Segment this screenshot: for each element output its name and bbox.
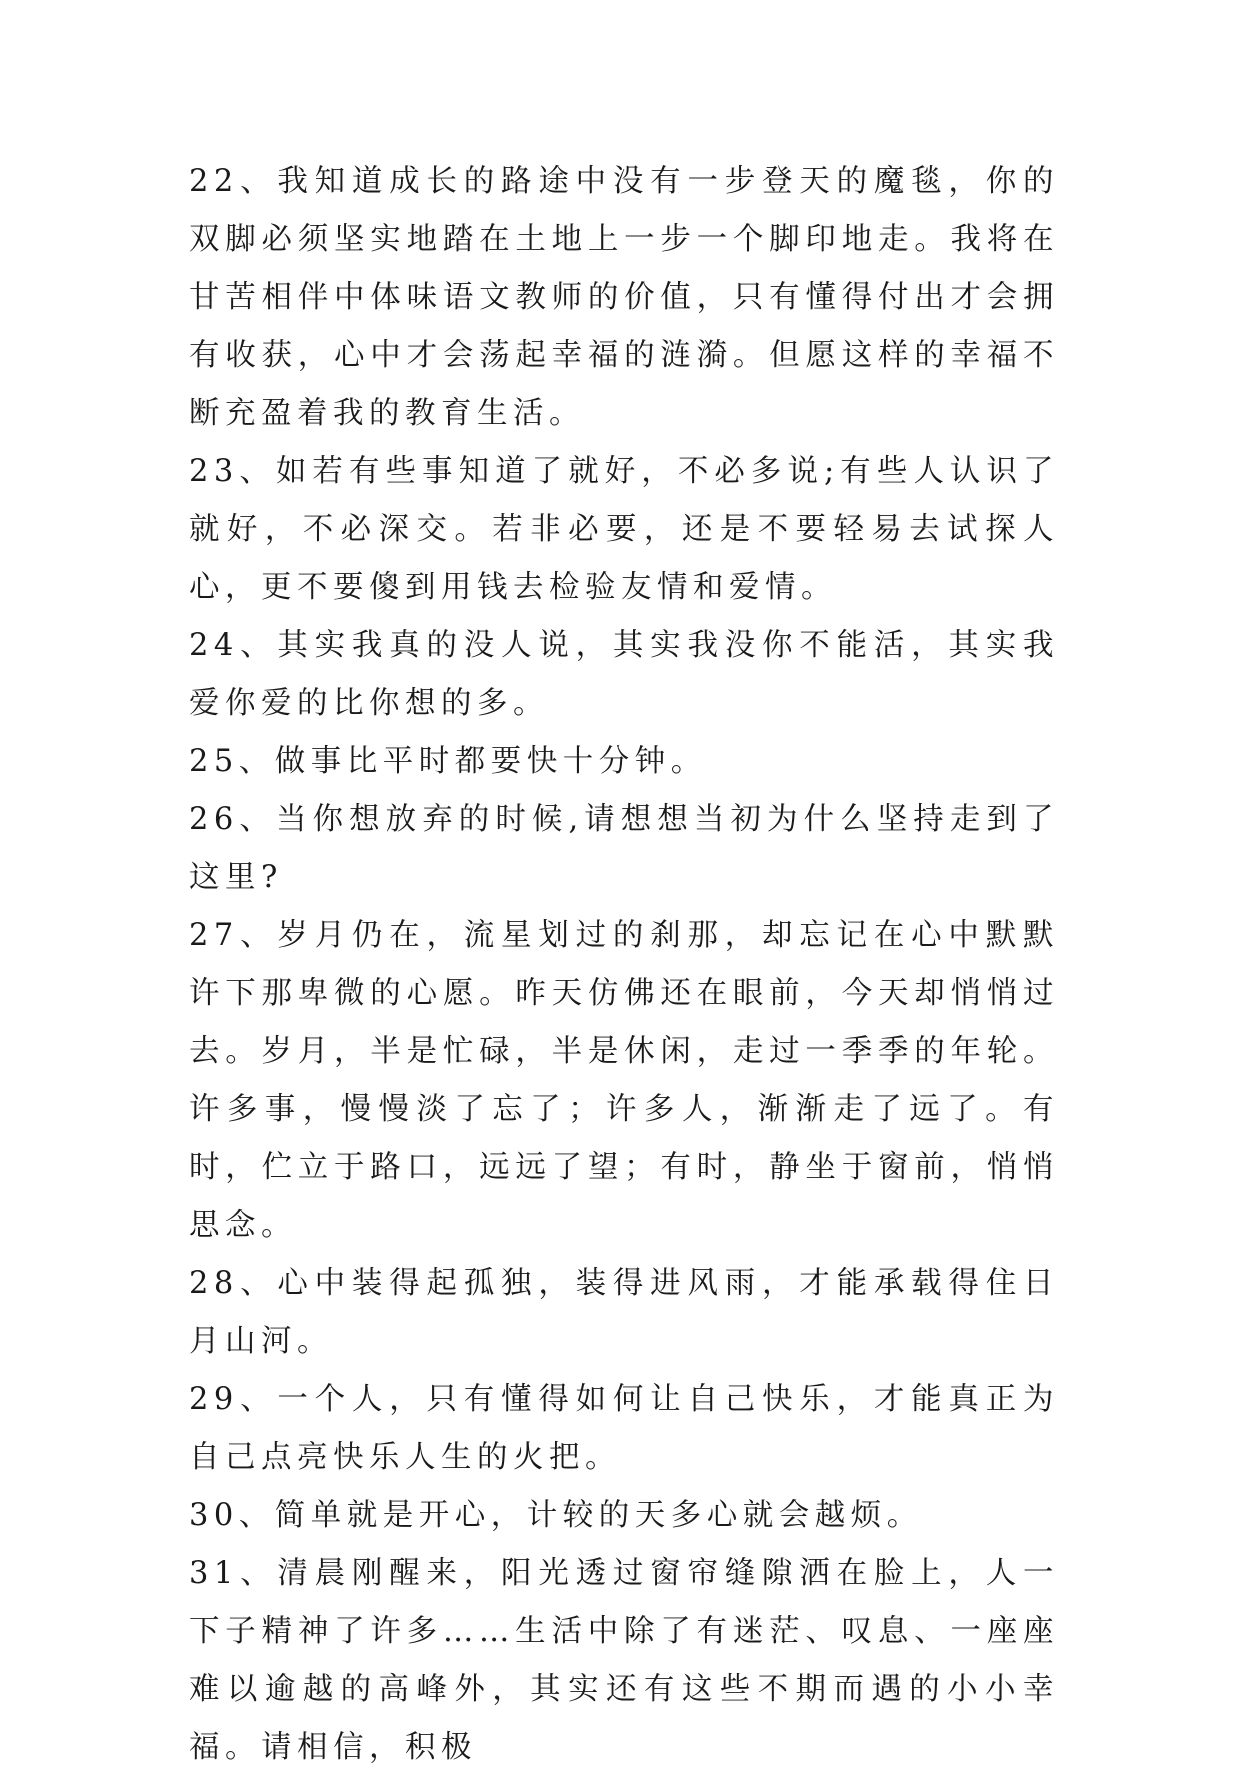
paragraph-23: 23、如若有些事知道了就好，不必多说;有些人认识了就好，不必深交。若非必要，还是不要轻易去试探人心，更不要傻到用钱去检验友情和爱情。 bbox=[189, 454, 1059, 605]
paragraph-28: 28、心中装得起孤独，装得进风雨，才能承载得住日月山河。 bbox=[189, 1266, 1059, 1359]
document-body bbox=[189, 153, 1059, 1777]
paragraph-22: 22、我知道成长的路途中没有一步登天的魔毯，你的双脚必须坚实地踏在土地上一步一个脚印地走。我将在甘苦相伴中体味语文教师的价值，只有懂得付出才会拥有收获，心中才会荡起幸福的涟漪。但愿这样的幸福不断充盈着我的教育生活。 bbox=[189, 164, 1059, 431]
paragraph-29: 29、一个人，只有懂得如何让自己快乐，才能真正为自己点亮快乐人生的火把。 bbox=[189, 1382, 1059, 1475]
paragraph-26: 26、当你想放弃的时候,请想想当初为什么坚持走到了这里? bbox=[189, 802, 1059, 895]
paragraph-31: 31、清晨刚醒来，阳光透过窗帘缝隙洒在脸上，人一下子精神了许多……生活中除了有迷茫、叹息、一座座难以逾越的高峰外，其实还有这些不期而遇的小小幸福。请相信，积极 bbox=[189, 1556, 1059, 1765]
paragraph-27: 27、岁月仍在，流星划过的刹那，却忘记在心中默默许下那卑微的心愿。昨天仿佛还在眼前，今天却悄悄过去。岁月，半是忙碌，半是休闲，走过一季季的年轮。许多事，慢慢淡了忘了；许多人，渐渐走了远了。有时，伫立于路口，远远了望；有时，静坐于窗前，悄悄思念。 bbox=[189, 918, 1059, 1243]
paragraph-24: 24、其实我真的没人说，其实我没你不能活，其实我爱你爱的比你想的多。 bbox=[189, 628, 1059, 721]
paragraph-25: 25、做事比平时都要快十分钟。 bbox=[189, 744, 707, 779]
paragraph-30: 30、简单就是开心，计较的天多心就会越烦。 bbox=[189, 1498, 923, 1533]
